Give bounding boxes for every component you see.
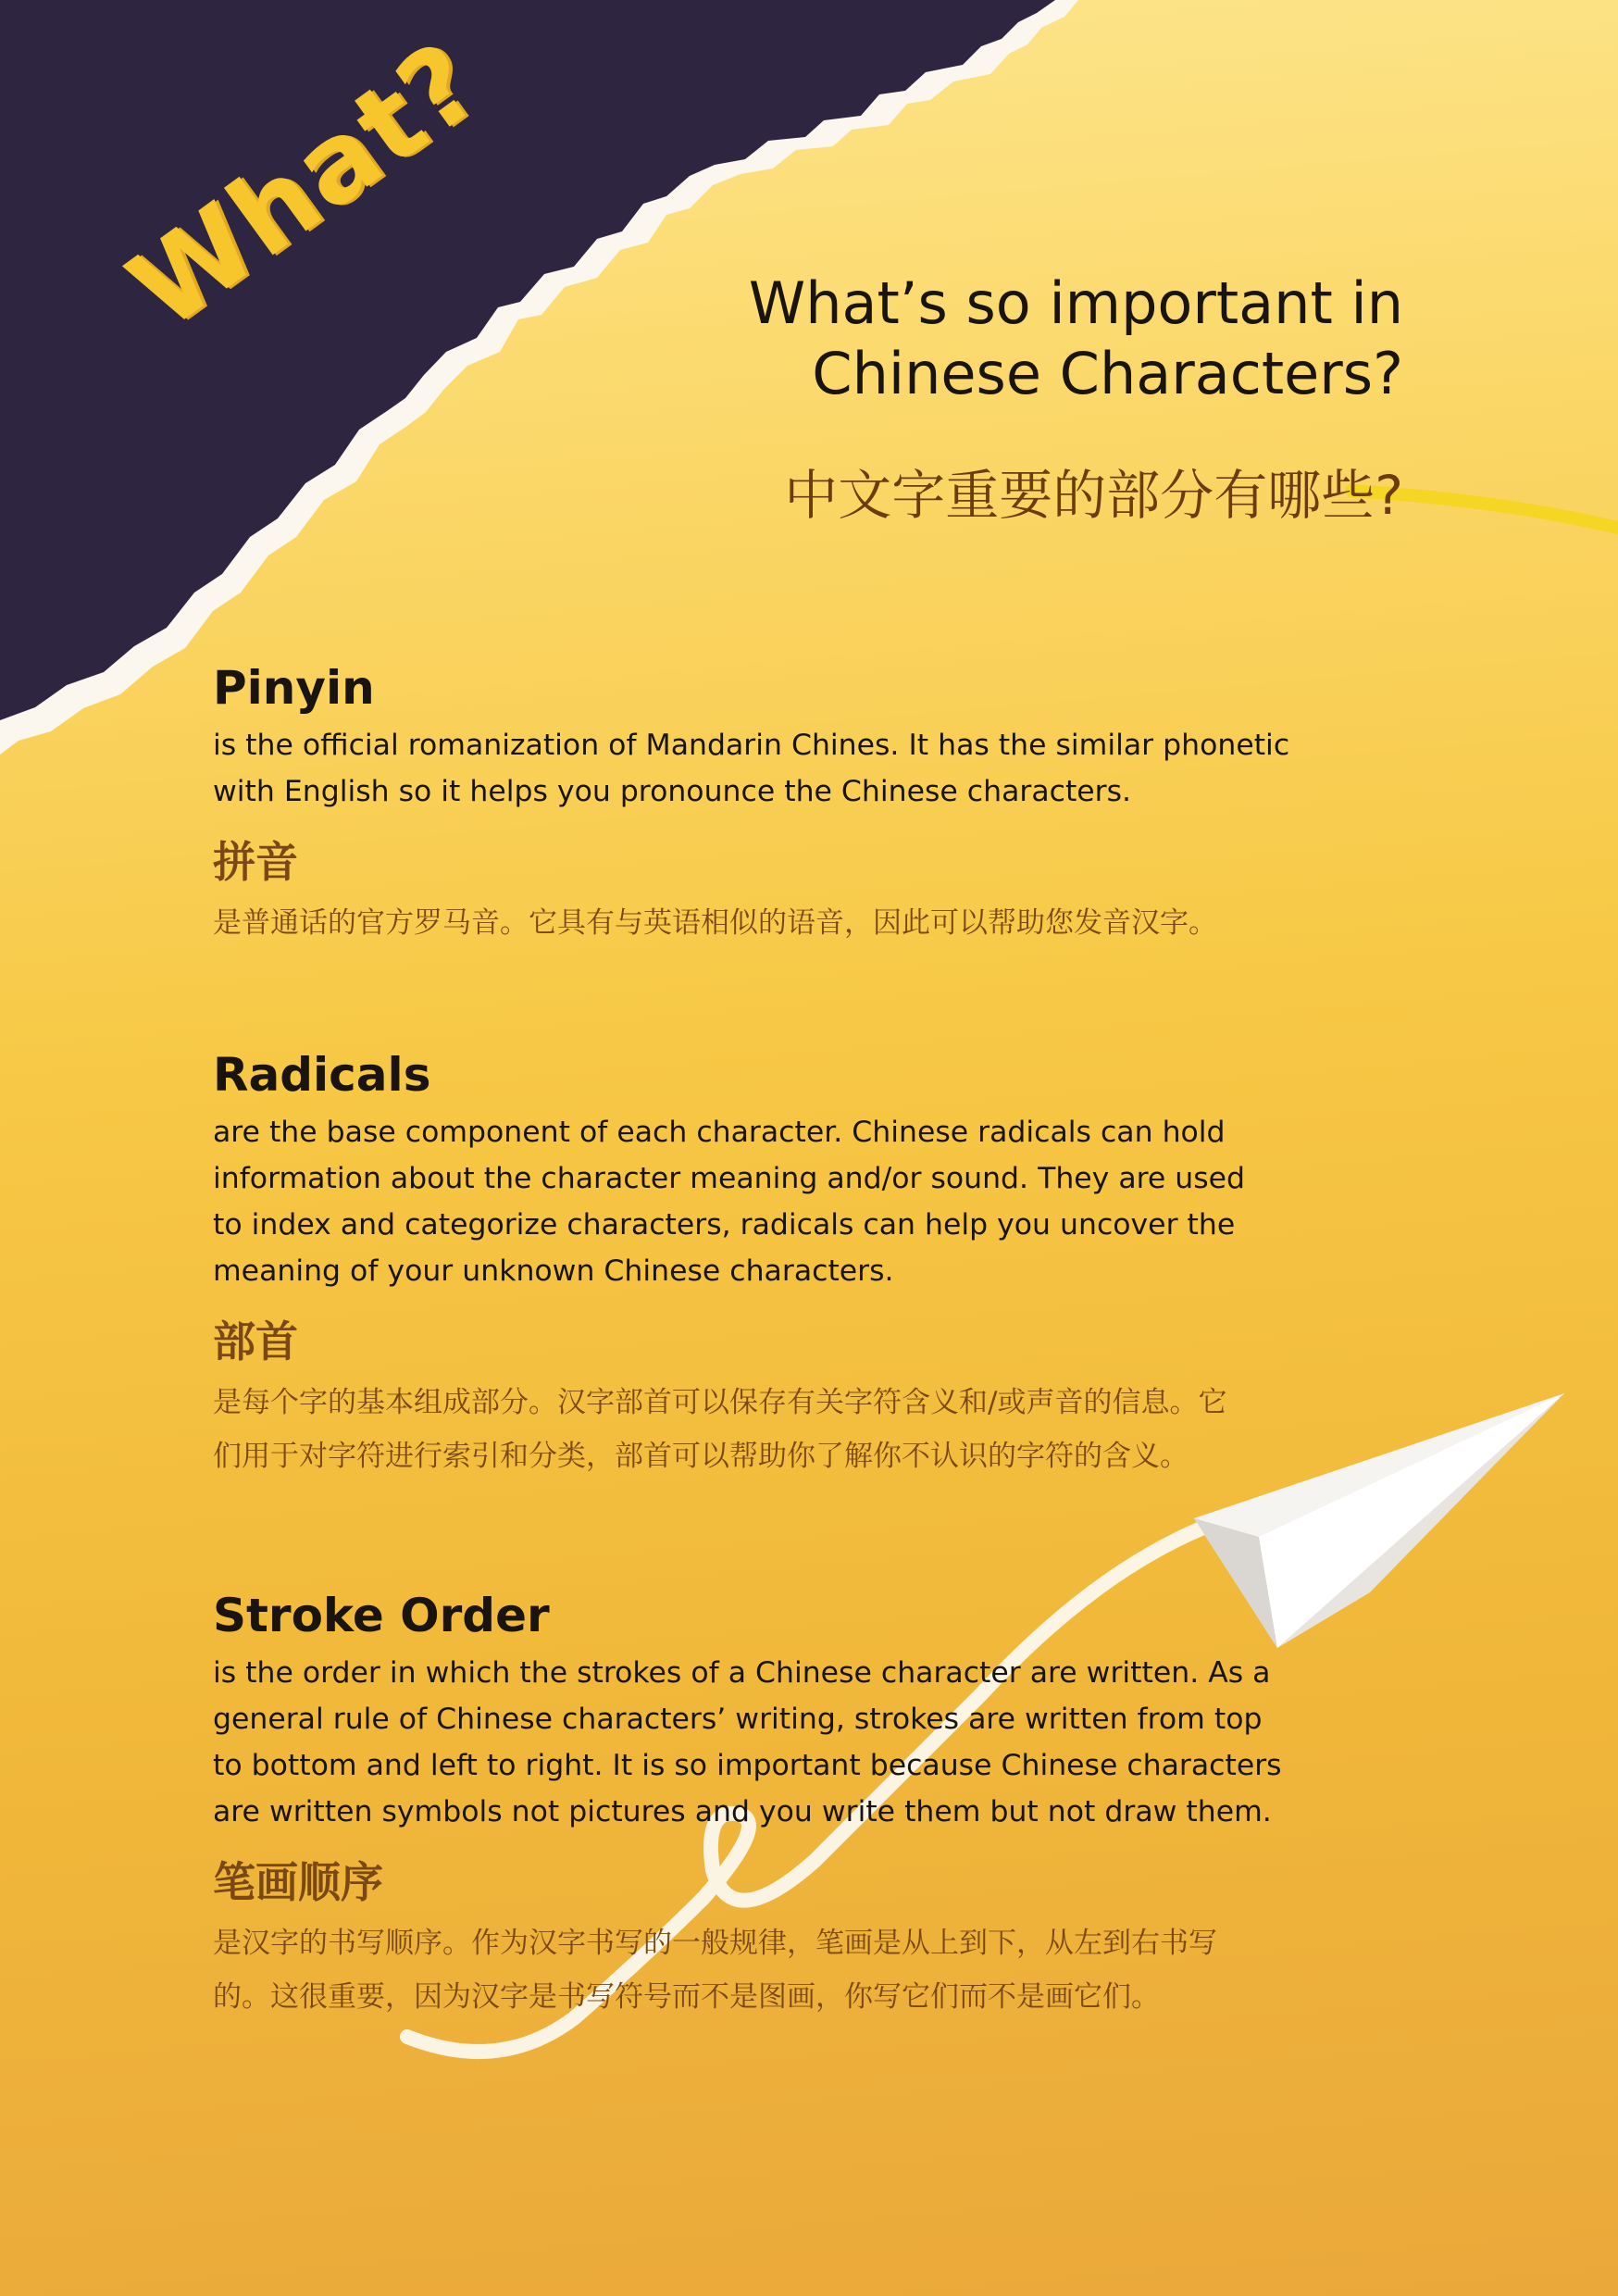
body-line: information about the character meaning and/or sound. They are used	[213, 1162, 1246, 1195]
section-body	[213, 1109, 1416, 1294]
section-radicals	[213, 1046, 1416, 1483]
body-line: are written symbols not pictures and you write them but not draw them.	[213, 1795, 1272, 1828]
section-heading: Stroke Order	[213, 1589, 550, 1642]
section-body-zh	[213, 1376, 1416, 1483]
body-zh-line: 们用于对字符进行索引和分类，部首可以帮助你了解你不认识的字符的含义。	[213, 1440, 1189, 1473]
section-heading-zh: 部首	[213, 1316, 298, 1366]
section-body	[213, 1650, 1416, 1835]
body-line: is the order in which the strokes of a Chinese character are written. As a	[213, 1656, 1271, 1690]
body-line: is the official romanization of Mandarin Chines. It has the similar phonetic	[213, 729, 1290, 762]
page-title-zh: 中文字重要的部分有哪些?	[784, 464, 1403, 527]
body-line: are the base component of each character. Chinese radicals can hold	[213, 1116, 1226, 1149]
title-line-1: What’s so important in	[748, 269, 1403, 337]
what-badge: What?	[106, 17, 503, 354]
section-stroke-order	[213, 1587, 1416, 2024]
section-body	[213, 722, 1416, 815]
section-heading-zh: 笔画顺序	[213, 1857, 383, 1907]
title-line-2: Chinese Characters?	[812, 340, 1403, 407]
body-zh-line: 是普通话的官方罗马音。它具有与英语相似的语音，因此可以帮助您发音汉字。	[213, 906, 1217, 940]
section-heading: Pinyin	[213, 661, 375, 715]
body-zh-line: 是每个字的基本组成部分。汉字部首可以保存有关字符含义和/或声音的信息。它	[213, 1386, 1227, 1419]
body-line: general rule of Chinese characters’ writing, strokes are written from top	[213, 1703, 1263, 1736]
section-heading-zh: 拼音	[213, 837, 298, 887]
body-line: to index and categorize characters, radicals can help you uncover the	[213, 1208, 1236, 1242]
page-title	[570, 268, 1403, 409]
body-line: meaning of your unknown Chinese characters.	[213, 1254, 894, 1288]
body-line: with English so it helps you pronounce the Chinese characters.	[213, 775, 1132, 808]
body-zh-line: 是汉字的书写顺序。作为汉字书写的一般规律，笔画是从上到下，从左到右书写	[213, 1927, 1217, 1960]
section-body-zh	[213, 896, 1416, 950]
body-zh-line: 的。这很重要，因为汉字是书写符号而不是图画，你写它们而不是画它们。	[213, 1980, 1160, 2014]
section-pinyin	[213, 659, 1416, 950]
section-body-zh	[213, 1916, 1416, 2024]
body-line: to bottom and left to right. It is so important because Chinese characters	[213, 1749, 1282, 1782]
section-heading: Radicals	[213, 1048, 431, 1102]
